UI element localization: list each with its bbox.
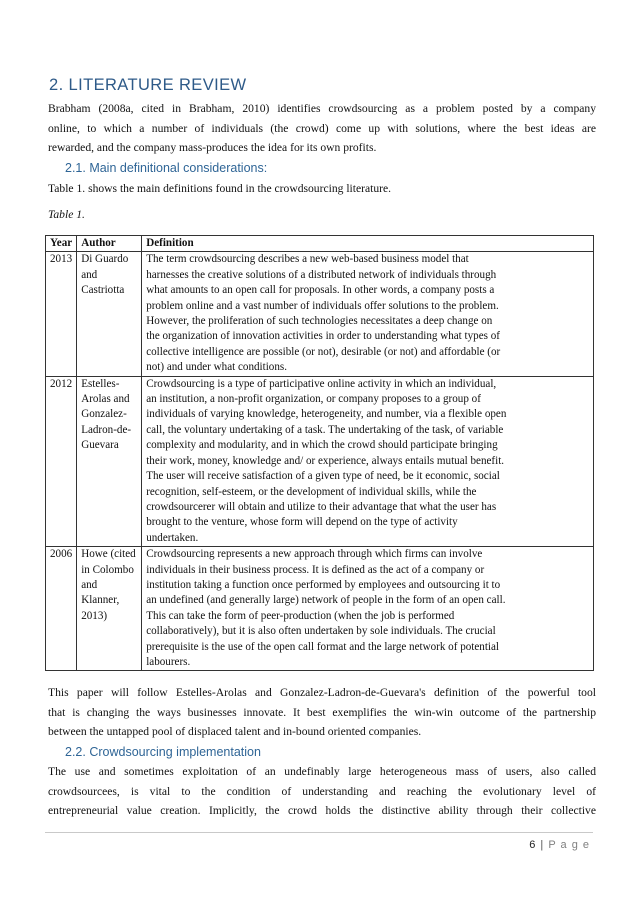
definition-line: what amounts to an open call for proposals. In other words, a company posts a bbox=[146, 284, 495, 297]
table-header-row bbox=[46, 236, 594, 252]
subsection-2-2-line: crowdsourcees, is vital to the condition of understanding and reaching the evolutionary level of bbox=[48, 784, 596, 798]
definition-line: problem online and a vast number of individuals offer solutions to the problem. bbox=[146, 299, 499, 312]
table-caption: Table 1. bbox=[48, 208, 85, 221]
follow-line: that is changing the ways businesses innovate. It best exemplifies the win-win outcome of the partnership bbox=[48, 705, 596, 719]
author-line: Guevara bbox=[81, 439, 119, 452]
author-line: Klanner, bbox=[81, 594, 120, 607]
subsection-2-2-text bbox=[48, 762, 596, 821]
definition-line: complexity and modularity, and in which the crowd should participate bringing bbox=[146, 439, 498, 452]
definition-line: an institution, a non-profit organization, or company proposes to a group of bbox=[146, 393, 481, 406]
definition-line: call, the voluntary undertaking of a task. The undertaking of the task, of variable bbox=[146, 423, 504, 436]
footer-separator: | bbox=[540, 839, 545, 851]
intro-line: Brabham (2008a, cited in Brabham, 2010) identifies crowdsourcing as a problem posted by a company bbox=[48, 102, 596, 115]
definition-line: However, the proliferation of such technologies necessitates a deep change on bbox=[146, 315, 493, 328]
cell-definition bbox=[142, 252, 594, 376]
author-line: Estelles- bbox=[81, 377, 120, 390]
definition-line: their work, money, knowledge and/ or experience, always entails mutual benefit. bbox=[146, 454, 505, 467]
author-line: Howe (cited bbox=[81, 548, 136, 561]
definition-line: institution taking a function once performed by employees and outsourcing it to bbox=[146, 578, 501, 591]
table-row bbox=[46, 252, 594, 376]
cell-author bbox=[77, 547, 142, 671]
definition-line: The user will receive satisfaction of a given type of need, be it economic, social bbox=[146, 470, 500, 483]
page-number: 6 bbox=[529, 839, 537, 851]
intro-line: rewarded, and the company mass-produces the idea for its own profits. bbox=[48, 141, 377, 155]
cell-definition bbox=[142, 376, 594, 546]
section-title: 2. LITERATURE REVIEW bbox=[49, 76, 247, 94]
subsection-2-2-line: entrepreneurial value creation. Implicitly, the crowd holds the distinctive ability through their collective bbox=[48, 804, 596, 818]
definition-line: Crowdsourcing represents a new approach through which firms can involve bbox=[146, 548, 483, 561]
definition-line: prerequisite is the use of the open call format and the large network of potential bbox=[146, 640, 500, 653]
follow-line: This paper will follow Estelles-Arolas and Gonzalez-Ladron-de-Guevara's definition of the powerful tool bbox=[48, 686, 596, 699]
author-line: Arolas and bbox=[81, 393, 130, 406]
follow-paragraph bbox=[48, 683, 596, 742]
definition-line: individuals of varying knowledge, heterogeneity, and number, via a flexible open bbox=[146, 408, 507, 421]
table-row bbox=[46, 376, 594, 546]
author-line: in Colombo bbox=[81, 563, 134, 576]
definition-line: This can take the form of peer-production (when the job is performed bbox=[146, 609, 455, 622]
author-line: Castriotta bbox=[81, 284, 125, 297]
subsection-title-2-2: 2.2. Crowdsourcing implementation bbox=[65, 745, 261, 759]
cell-author bbox=[77, 376, 142, 546]
subsection-title-2-1: 2.1. Main definitional considerations: bbox=[65, 161, 268, 175]
definition-line: undertaken. bbox=[146, 531, 199, 544]
definition-line: individuals in their business process. It is defined as the act of a company or bbox=[146, 563, 485, 576]
header-definition: Definition bbox=[142, 236, 594, 252]
cell-year: 2006 bbox=[46, 547, 77, 671]
header-author: Author bbox=[77, 236, 142, 252]
subsection-2-2-line: The use and sometimes exploitation of an undefinably large heterogeneous mass of users, also called bbox=[48, 765, 596, 778]
definition-line: crowdsourcerer will obtain and utilize to their advantage that what the user has bbox=[146, 500, 497, 513]
author-line: and bbox=[81, 578, 98, 591]
author-line: Di Guardo bbox=[81, 253, 129, 266]
table-row bbox=[46, 547, 594, 671]
page-footer bbox=[529, 839, 590, 851]
cell-definition bbox=[142, 547, 594, 671]
cell-year: 2013 bbox=[46, 252, 77, 376]
author-line: 2013) bbox=[81, 609, 108, 622]
definition-line: the organization of innovation activities in order to understanding what types of bbox=[146, 330, 500, 343]
author-line: Ladron-de- bbox=[81, 423, 132, 436]
definition-line: The term crowdsourcing describes a new web-based business model that bbox=[146, 253, 469, 266]
definition-line: harnesses the creative solutions of a distributed network of individuals through bbox=[146, 268, 497, 281]
definition-line: not) and under what conditions. bbox=[146, 361, 287, 374]
definition-line: an undefined (and generally large) network of people in the form of an open call. bbox=[146, 594, 506, 607]
follow-line: between the untapped pool of displaced talent and in-bound oriented companies. bbox=[48, 725, 422, 739]
definition-line: Crowdsourcing is a type of participative online activity in which an individual, bbox=[146, 377, 497, 390]
intro-line: online, to which a number of individuals (the crowd) come up with solutions, where the best ideas are bbox=[48, 121, 596, 135]
header-year: Year bbox=[46, 236, 77, 252]
intro-paragraph bbox=[48, 99, 596, 158]
definition-line: collective intelligence are possible (or not), desirable (or not) and affordable (or bbox=[146, 345, 501, 358]
cell-year: 2012 bbox=[46, 376, 77, 546]
footer-divider bbox=[45, 832, 593, 833]
definition-line: recognition, self-esteem, or the development of individual skills, while the bbox=[146, 485, 477, 498]
page-label: P a g e bbox=[548, 839, 590, 851]
cell-author bbox=[77, 252, 142, 376]
author-line: and bbox=[81, 268, 98, 281]
subsection-2-1-text bbox=[48, 179, 596, 199]
definitions-table bbox=[45, 235, 594, 671]
definition-line: labourers. bbox=[146, 655, 191, 668]
subsection-2-1-line: Table 1. shows the main definitions found in the crowdsourcing literature. bbox=[48, 182, 392, 195]
author-line: Gonzalez- bbox=[81, 408, 127, 421]
definition-line: brought to the venture, whose form will depend on the type of activity bbox=[146, 516, 458, 529]
definition-line: collaboratively), but it is also often undertaken by sole individuals. The crucial bbox=[146, 625, 496, 638]
